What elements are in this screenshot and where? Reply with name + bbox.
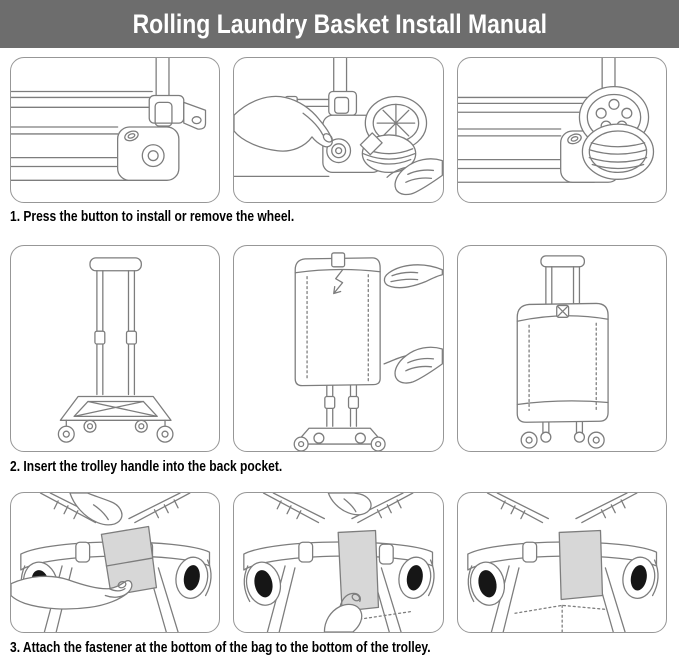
step3-panel-2 [233, 492, 443, 633]
step2-caption: 2. Insert the trolley handle into the back pocket. [10, 459, 283, 475]
step3-panel-3 [457, 492, 667, 633]
step3-caption: 3. Attach the fastener at the bottom of the bag to the bottom of the trolley. [10, 640, 431, 656]
step1-panel-2 [233, 57, 443, 203]
illustration-corner-bracket-with-button [11, 58, 219, 202]
step3-panel-1 [10, 492, 220, 633]
step1-panel-1 [10, 57, 220, 203]
manual-title-banner [0, 0, 679, 48]
illustration-press-fastener [234, 493, 442, 632]
illustration-fastener-attached [458, 493, 666, 632]
step3-panel-row [10, 492, 667, 633]
step2-panel-2 [233, 245, 443, 452]
page-title: Rolling Laundry Basket Install Manual [132, 8, 547, 39]
illustration-trolley-handle-extended [11, 246, 219, 451]
step1-panel-3 [457, 57, 667, 203]
illustration-bag-mounted [458, 246, 666, 451]
illustration-wheel-installed [458, 58, 666, 202]
step1-caption: 1. Press the button to install or remove the wheel. [10, 209, 295, 225]
step2-panel-row [10, 245, 667, 452]
step2-panel-1 [10, 245, 220, 452]
illustration-attach-fastener [11, 493, 219, 632]
illustration-slide-bag-onto-handle [234, 246, 442, 451]
step2-panel-3 [457, 245, 667, 452]
step1-panel-row [10, 57, 667, 203]
illustration-press-button-install-wheel [234, 58, 442, 202]
